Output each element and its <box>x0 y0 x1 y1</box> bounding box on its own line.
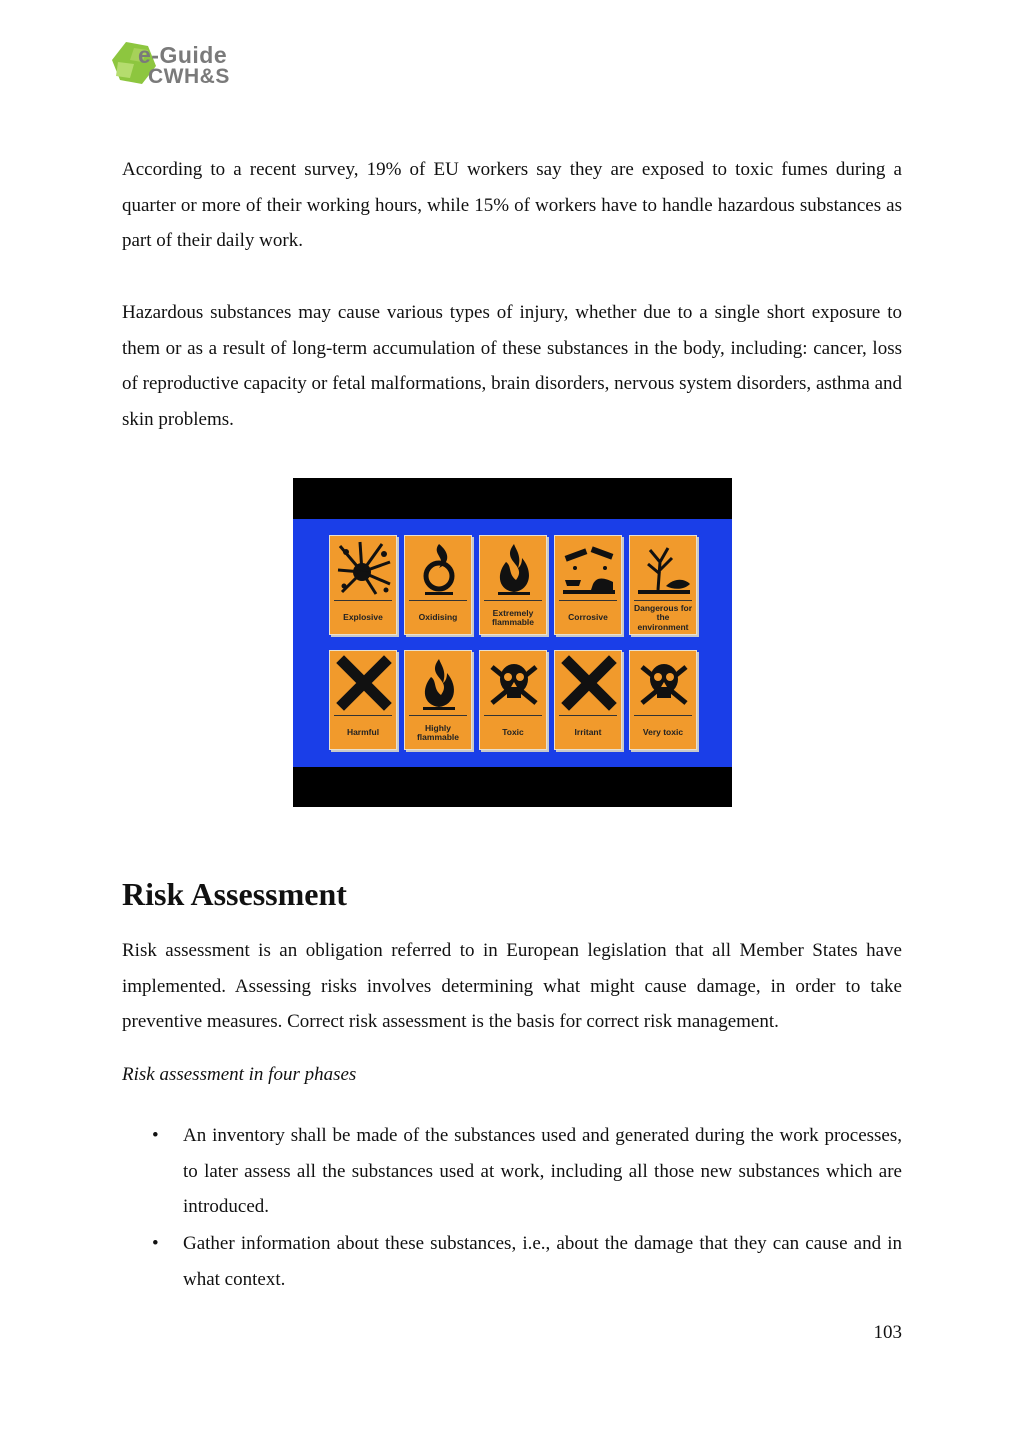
hazard-symbol-highly-flammable <box>404 650 472 750</box>
hazard-symbol-harmful <box>329 650 397 750</box>
hazard-symbol-environment <box>629 535 697 635</box>
flame-icon <box>486 540 542 596</box>
hazard-symbol-corrosive <box>554 535 622 635</box>
hazard-symbol-extremely-flammable <box>479 535 547 635</box>
hazard-label: Extremely flammable <box>491 607 535 627</box>
corrosion-icon <box>561 540 617 596</box>
hazard-symbol-explosive <box>329 535 397 635</box>
logo-line-1: e-Guide <box>138 42 228 68</box>
hazard-symbol-oxidising <box>404 535 472 635</box>
phases-list <box>122 1118 902 1299</box>
hazard-symbol-grid <box>329 535 701 750</box>
bullet-icon: • <box>152 1233 159 1255</box>
hazard-label: Highly flammable <box>416 722 460 742</box>
section-intro-paragraph: Risk assessment is an obligation referred to in European legislation that all Member States have implemented. Assessing risks involves determining what might cause damage, in order to take preventive measures. Correct risk assessment is the basis for correct risk management. <box>122 940 902 1033</box>
dead-tree-fish-icon <box>636 540 692 596</box>
hazard-label: Oxidising <box>418 612 458 623</box>
hazard-symbol-very-toxic <box>629 650 697 750</box>
hazard-label: Dangerous for the environment <box>633 602 693 632</box>
skull-crossbones-icon <box>636 655 692 711</box>
intro-paragraph-2: Hazardous substances may cause various types of injury, whether due to a single short exposure to them or as a result of long-term accumulation of these substances in the body, including: cancer, loss of reproductive capacity or fetal malformations, brain disorders, nervous system disorders, asthma and skin problems. <box>122 302 902 431</box>
cross-icon <box>561 655 617 711</box>
explosion-icon <box>336 540 392 596</box>
page-number: 103 <box>873 1322 902 1343</box>
hazard-label: Corrosive <box>568 612 608 623</box>
section-title: Risk Assessment <box>122 876 347 912</box>
hazard-label: Irritant <box>574 727 602 738</box>
e-guide-logo <box>112 38 242 102</box>
section-subtitle: Risk assessment in four phases <box>122 1064 357 1085</box>
bullet-icon: • <box>152 1125 159 1146</box>
hazard-label: Explosive <box>343 612 383 623</box>
hazard-symbol-irritant <box>554 650 622 750</box>
skull-crossbones-icon <box>486 655 542 711</box>
logo-line-2: CWH&S <box>148 65 230 88</box>
hazard-label: Toxic <box>502 727 524 738</box>
flame-icon <box>411 655 467 711</box>
hazard-label: Harmful <box>346 727 380 738</box>
list-item-text: An inventory shall be made of the substances used and generated during the work processes, to later assess all the substances used at work, including all those new substances which are introduced. <box>183 1125 902 1218</box>
list-item <box>122 1118 902 1225</box>
hazard-symbol-toxic <box>479 650 547 750</box>
figure-background <box>293 519 732 767</box>
cross-icon <box>336 655 392 711</box>
flame-over-circle-icon <box>411 540 467 596</box>
list-item <box>122 1226 902 1297</box>
hazard-label: Very toxic <box>642 727 684 738</box>
intro-paragraph-1: According to a recent survey, 19% of EU workers say they are exposed to toxic fumes during a quarter or more of their working hours, while 15% of workers have to handle hazardous substances as part of their daily work. <box>122 159 902 252</box>
hazard-symbols-figure <box>293 478 732 807</box>
list-item-text: Gather information about these substances, i.e., about the damage that they can cause and in what context. <box>183 1233 902 1290</box>
